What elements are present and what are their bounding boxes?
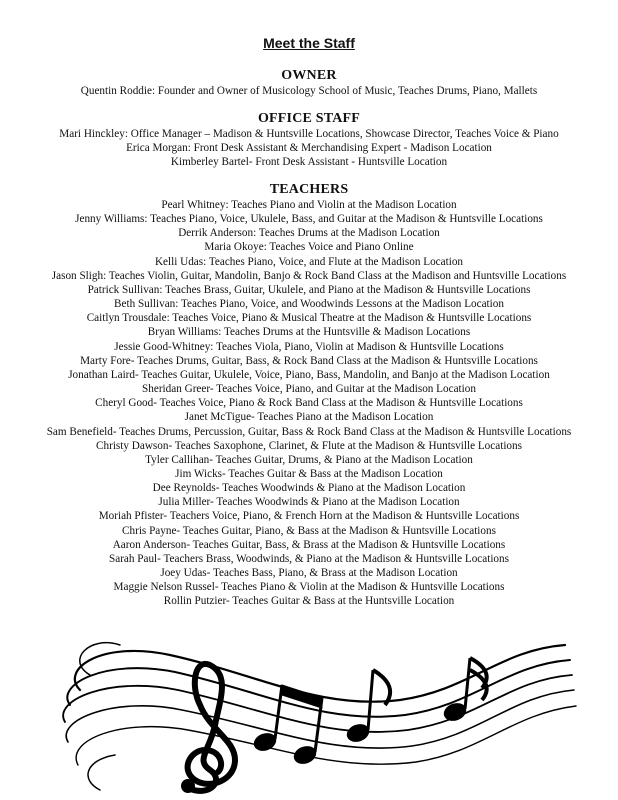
teacher-line: Jonathan Laird- Teaches Guitar, Ukulele, Voice, Piano, Bass, Mandolin, and Banjo at the Madison Location: [68, 368, 550, 381]
teachers-section: [0, 181, 618, 609]
teacher-line: Jim Wicks- Teaches Guitar & Bass at the Madison Location: [175, 467, 443, 480]
teacher-line: Chris Payne- Teaches Guitar, Piano, & Bass at the Madison & Huntsville Locations: [122, 524, 496, 537]
teacher-line: Pearl Whitney: Teaches Piano and Violin at the Madison Location: [161, 199, 457, 211]
teacher-line: Marty Fore- Teaches Drums, Guitar, Bass, & Rock Band Class at the Madison & Huntsville Locations: [80, 354, 538, 367]
teacher-line: Beth Sullivan: Teaches Piano, Voice, and Woodwinds Lessons at the Madison Location: [114, 298, 504, 311]
teacher-line: Tyler Callihan- Teaches Guitar, Drums, & Piano at the Madison Location: [145, 453, 473, 466]
teacher-line: Jessie Good-Whitney: Teaches Viola, Piano, Violin at Madison & Huntsville Locations: [114, 340, 504, 353]
office-staff-section: [0, 110, 618, 170]
music-staff-treble-clef-notes-icon: [60, 630, 580, 800]
teacher-line: Dee Reynolds- Teaches Woodwinds & Piano at the Madison Location: [152, 482, 466, 495]
teacher-line: Sheridan Greer- Teaches Voice, Piano, and Guitar at the Madison Location: [142, 383, 476, 396]
teacher-line: Cheryl Good- Teaches Voice, Piano & Rock Band Class at the Madison & Huntsville Locations: [95, 397, 523, 410]
owner-section: [0, 67, 618, 98]
page-title: Meet the Staff: [263, 35, 355, 51]
teacher-line: Julia Miller- Teaches Woodwinds & Piano at the Madison Location: [158, 496, 460, 509]
teacher-line: Derrik Anderson: Teaches Drums at the Madison Location: [178, 227, 440, 240]
teacher-line: Joey Udas- Teaches Bass, Piano, & Brass at the Madison Location: [160, 567, 458, 580]
office-staff-heading: OFFICE STAFF: [257, 111, 361, 126]
teacher-line: Christy Dawson- Teaches Saxophone, Clarinet, & Flute at the Madison & Huntsville Locations: [96, 439, 522, 452]
teacher-line: Jason Sligh: Teaches Violin, Guitar, Mandolin, Banjo & Rock Band Class at the Madison and Huntsville Locations: [51, 269, 567, 282]
staff-line: Erica Morgan: Front Desk Assistant & Merchandising Expert - Madison Location: [126, 142, 492, 155]
teacher-line: Maria Okoye: Teaches Voice and Piano Online: [204, 241, 414, 254]
teacher-line: Caitlyn Trousdale: Teaches Voice, Piano & Musical Theatre at the Madison & Huntsville Locations: [86, 312, 532, 325]
teacher-line: Patrick Sullivan: Teaches Brass, Guitar, Ukulele, and Piano at the Madison & Huntsville Locations: [87, 283, 531, 296]
teacher-line: Rollin Putzier- Teaches Guitar & Bass at the Huntsville Location: [163, 595, 455, 608]
staff-line: Kimberley Bartel- Front Desk Assistant - Huntsville Location: [170, 156, 448, 169]
teacher-line: Jenny Williams: Teaches Piano, Voice, Ukulele, Bass, and Guitar at the Madison & Huntsville Locations: [75, 213, 543, 226]
owner-heading: OWNER: [281, 68, 337, 83]
teacher-line: Sarah Paul- Teachers Brass, Woodwinds, & Piano at the Madison & Huntsville Locations: [109, 552, 509, 565]
teacher-line: Kelli Udas: Teaches Piano, Voice, and Flute at the Madison Location: [154, 255, 464, 268]
teacher-line: Janet McTigue- Teaches Piano at the Madison Location: [184, 411, 434, 424]
staff-line: Mari Hinckley: Office Manager – Madison & Huntsville Locations, Showcase Director, Teaches Voice & Piano: [59, 128, 559, 140]
staff-line: Quentin Roddie: Founder and Owner of Musicology School of Music, Teaches Drums, Piano, Mallets: [80, 85, 538, 97]
teacher-line: Bryan Williams: Teaches Drums at the Huntsville & Madison Locations: [147, 326, 471, 339]
teacher-line: Maggie Nelson Russel- Teaches Piano & Violin at the Madison & Huntsville Locations: [113, 581, 505, 594]
teachers-heading: TEACHERS: [269, 182, 349, 197]
teacher-line: Aaron Anderson- Teaches Guitar, Bass, & Brass at the Madison & Huntsville Locations: [112, 538, 506, 551]
teacher-line: Sam Benefield- Teaches Drums, Percussion, Guitar, Bass & Rock Band Class at the Madison & Huntsville Locations: [46, 425, 572, 438]
teacher-line: Moriah Pfister- Teachers Voice, Piano, & French Horn at the Madison & Huntsville Locations: [98, 510, 520, 523]
